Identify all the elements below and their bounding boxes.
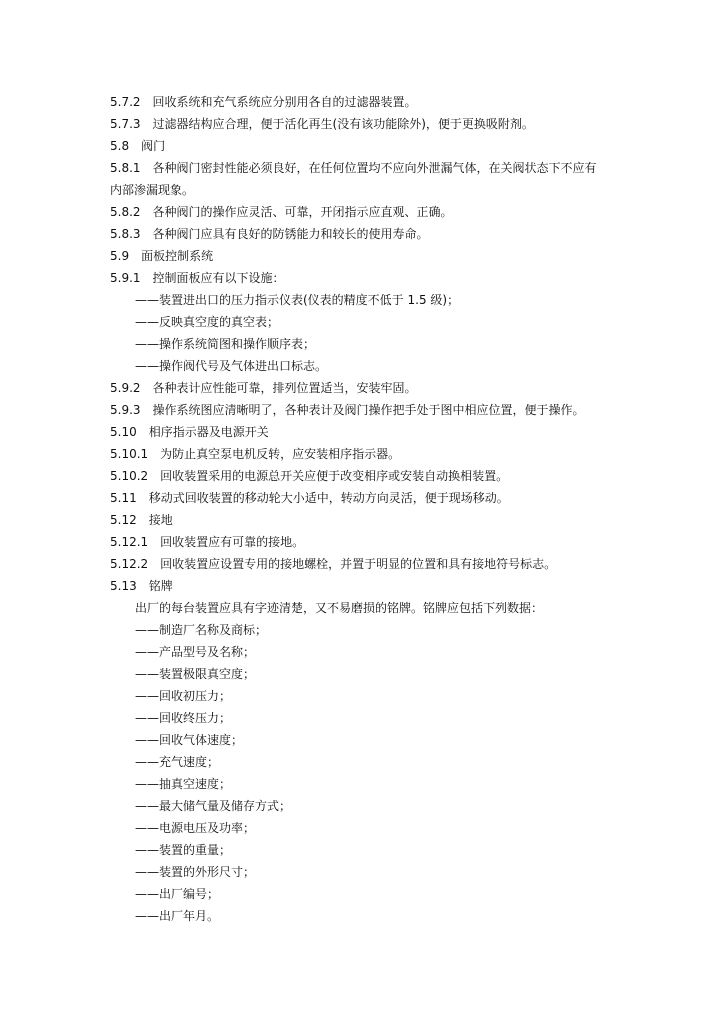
text-line: 5.8.2 各种阀门的操作应灵活、可靠，开闭指示应直观、正确。: [110, 205, 453, 219]
text-line: 5.7.3 过滤器结构应合理，便于活化再生(没有该功能除外)，便于更换吸附剂。: [110, 117, 534, 131]
list-item: ——反映真空度的真空表；: [135, 315, 280, 329]
text-line: 5.12.1 回收装置应有可靠的接地。: [110, 535, 305, 549]
list-item: ——装置的重量；: [135, 843, 232, 857]
list-item: ——充气速度；: [135, 755, 220, 769]
list-item: ——装置极限真空度；: [135, 667, 256, 681]
section-heading: 5.10 相序指示器及电源开关: [110, 425, 269, 439]
text-line: 5.8.1 各种阀门密封性能必须良好，在任何位置均不应向外泄漏气体，在关阀状态下不应有: [110, 161, 597, 175]
list-item: ——回收初压力；: [135, 689, 232, 703]
list-item: ——回收终压力；: [135, 711, 232, 725]
text-line: 5.10.1 为防止真空泵电机反转，应安装相序指示器。: [110, 447, 401, 461]
section-heading: 5.8 阀门: [110, 139, 166, 153]
list-item: ——最大储气量及储存方式；: [135, 799, 292, 813]
text-line: 5.9.2 各种表计应性能可靠，排列位置适当，安装牢固。: [110, 381, 417, 395]
text-line: 出厂的每台装置应具有字迹清楚，又不易磨损的铭牌。铭牌应包括下列数据：: [135, 601, 544, 615]
list-item: ——出厂年月。: [135, 909, 220, 923]
text-line: 5.9.3 操作系统图应清晰明了，各种表计及阀门操作把手处于图中相应位置，便于操作。: [110, 403, 585, 417]
list-item: ——装置的外形尺寸；: [135, 865, 256, 879]
section-heading: 5.13 铭牌: [110, 579, 173, 593]
section-heading: 5.11 移动式回收装置的移动轮大小适中，转动方向灵活，便于现场移动。: [110, 491, 509, 505]
section-heading: 5.9 面板控制系统: [110, 249, 214, 263]
list-item: ——回收气体速度；: [135, 733, 244, 747]
text-line: 5.12.2 回收装置应设置专用的接地螺栓，并置于明显的位置和具有接地符号标志。: [110, 557, 557, 571]
list-item: ——操作阀代号及气体进出口标志。: [135, 359, 328, 373]
list-item: ——制造厂名称及商标；: [135, 623, 268, 637]
section-heading: 5.12 接地: [110, 513, 173, 527]
text-line: 5.8.3 各种阀门应具有良好的防锈能力和较长的使用寿命。: [110, 227, 429, 241]
text-line: 5.9.1 控制面板应有以下设施：: [110, 271, 285, 285]
text-line: 5.7.2 回收系统和充气系统应分别用各自的过滤器装置。: [110, 95, 417, 109]
text-line: 内部渗漏现象。: [110, 183, 195, 197]
list-item: ——出厂编号；: [135, 887, 220, 901]
text-line: 5.10.2 回收装置采用的电源总开关应便于改变相序或安装自动换相装置。: [110, 469, 509, 483]
list-item: ——装置进出口的压力指示仪表(仪表的精度不低于 1.5 级)；: [135, 293, 460, 307]
list-item: ——电源电压及功率；: [135, 821, 256, 835]
list-item: ——抽真空速度；: [135, 777, 232, 791]
list-item: ——产品型号及名称；: [135, 645, 256, 659]
list-item: ——操作系统简图和操作顺序表；: [135, 337, 316, 351]
